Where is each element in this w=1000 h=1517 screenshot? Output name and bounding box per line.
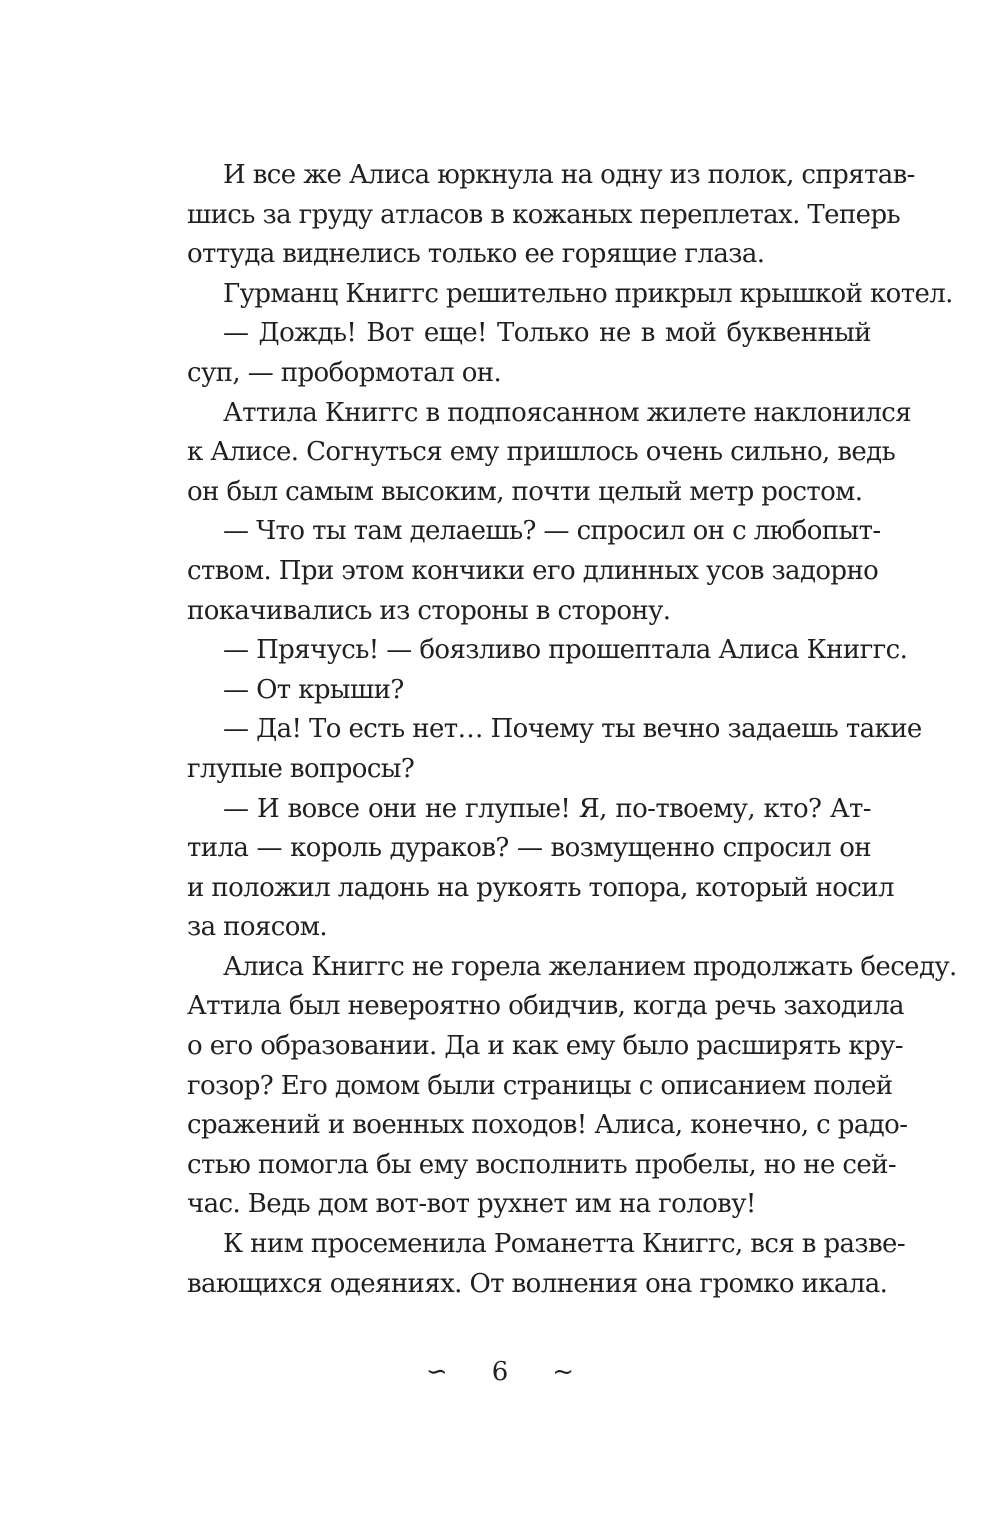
text-line: ством. При этом кончики его длинных усов задорно: [187, 555, 879, 586]
text-line: тила — король дураков? — возмущенно спросил он: [187, 833, 871, 864]
text-line: — Дождь! Вот еще! Только не в мой буквенный: [223, 318, 871, 349]
left-ornament: ∽: [425, 1357, 448, 1387]
text-line: он был самым высоким, почти целый метр ростом.: [187, 476, 863, 507]
text-line: К ним просеменила Романетта Книггс, вся в разве-: [223, 1229, 905, 1260]
text-line: час. Ведь дом вот-вот рухнет им на голову!: [187, 1189, 756, 1220]
text-line: — И вовсе они не глупые! Я, по-твоему, кто? Ат-: [223, 793, 871, 824]
text-line: оттуда виднелись только ее горящие глаза.: [187, 239, 765, 270]
text-line: суп, — пробормотал он.: [187, 357, 502, 388]
right-ornament: ~: [552, 1357, 575, 1387]
text-line: — От крыши?: [223, 674, 404, 705]
text-line: — Прячусь! — боязливо прошептала Алиса Книггс.: [223, 635, 908, 666]
text-line: Аттила Книггс в подпоясанном жилете наклонился: [223, 397, 912, 428]
text-line: покачивались из стороны в сторону.: [187, 595, 671, 626]
text-line: Гурманц Книггс решительно прикрыл крышкой котел.: [223, 278, 953, 309]
text-line: — Да! То есть нет… Почему ты вечно задаешь такие: [223, 714, 922, 745]
text-line: вающихся одеяниях. От волнения она громко икала.: [187, 1268, 888, 1299]
text-line: стью помогла бы ему восполнить пробелы, но не сей-: [187, 1149, 897, 1180]
text-line: о его образовании. Да и как ему было расширять кру-: [187, 1031, 903, 1062]
page-footer: [0, 1352, 1000, 1392]
text-line: за поясом.: [187, 912, 328, 943]
text-line: глупые вопросы?: [187, 753, 415, 784]
text-line: шись за груду атласов в кожаных переплетах. Теперь: [187, 199, 901, 230]
text-line: Алиса Книггс не горела желанием продолжать беседу.: [223, 951, 957, 982]
text-line: к Алисе. Согнуться ему пришлось очень сильно, ведь: [187, 437, 896, 468]
text-line: сражений и военных походов! Алиса, конечно, с радо-: [187, 1110, 908, 1141]
page-number: 6: [491, 1357, 509, 1387]
text-line: Аттила был невероятно обидчив, когда речь заходила: [187, 991, 904, 1022]
text-line: И все же Алиса юркнула на одну из полок, спрятав-: [223, 160, 915, 190]
text-line: и положил ладонь на рукоять топора, который носил: [187, 872, 894, 903]
body-text: [187, 156, 957, 1304]
text-line: гозор? Его домом были страницы с описанием полей: [187, 1070, 893, 1101]
text-line: — Что ты там делаешь? — спросил он с любопыт-: [223, 516, 881, 547]
